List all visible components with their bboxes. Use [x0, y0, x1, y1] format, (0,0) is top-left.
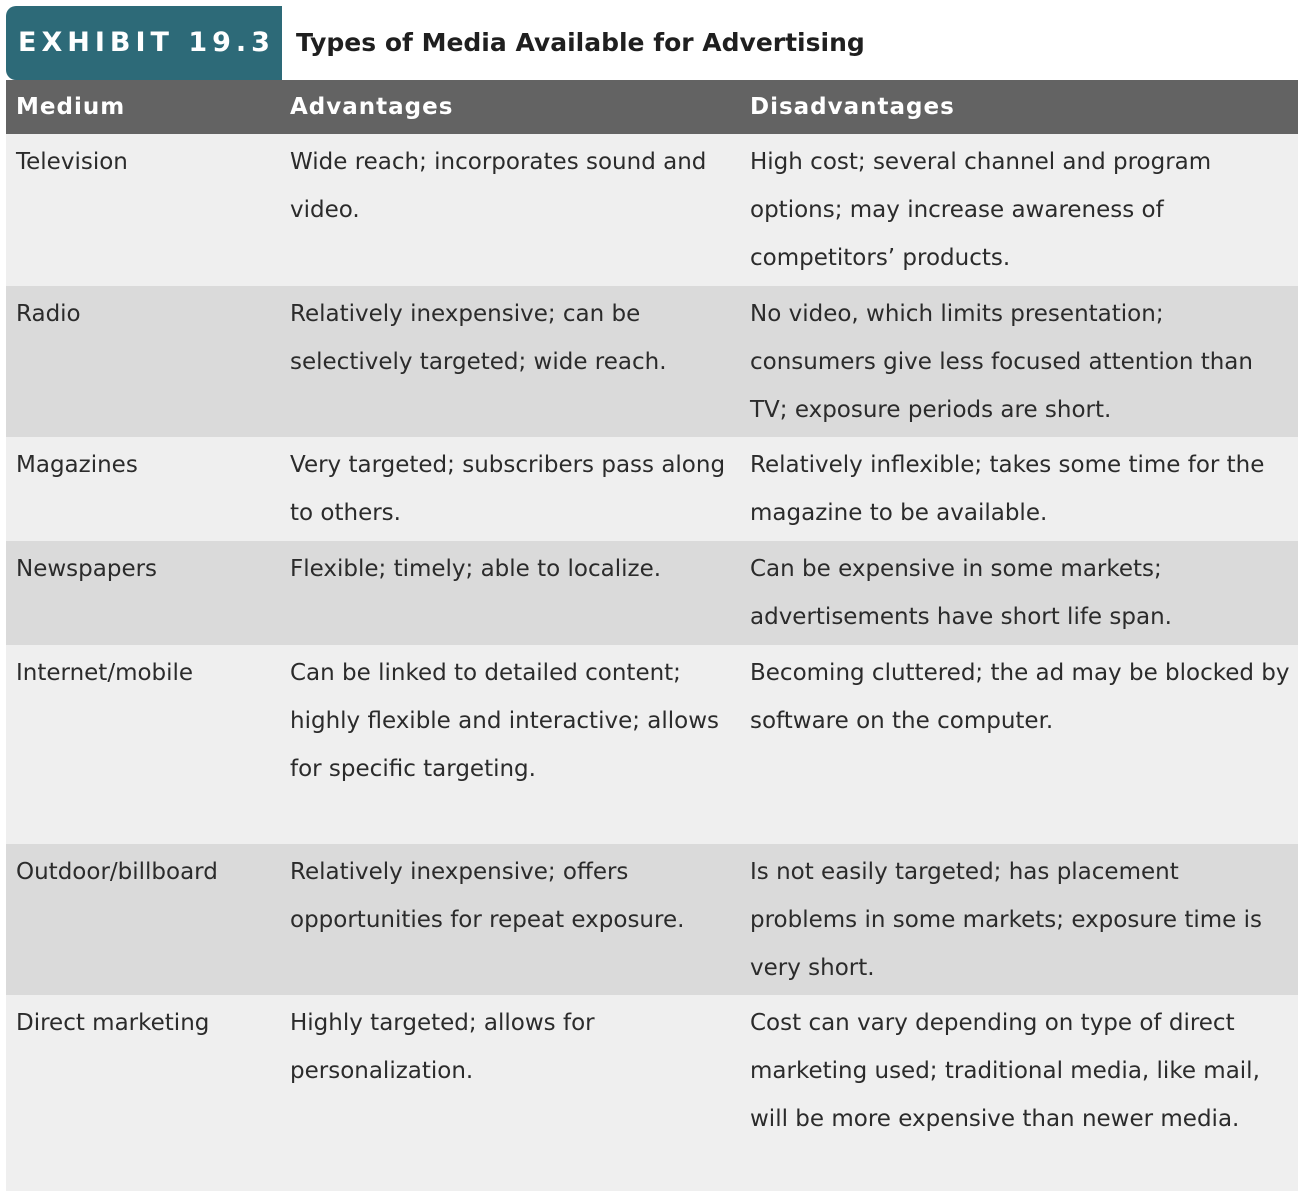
table-row — [6, 286, 1298, 437]
exhibit-title-bar — [6, 6, 1298, 80]
table-row — [6, 541, 1298, 645]
cell-advantages: Flexible; timely; able to localize. — [290, 556, 662, 582]
exhibit-title: Types of Media Available for Advertising — [296, 28, 865, 57]
cell-medium: Outdoor/billboard — [16, 859, 218, 885]
table-row — [6, 645, 1298, 844]
header-disadvantages: Disadvantages — [750, 94, 955, 120]
cell-disadvantages: Becoming cluttered; the ad may be blocked by software on the computer. — [750, 660, 1290, 734]
cell-medium: Television — [16, 149, 128, 175]
cell-advantages: Very targeted; subscribers pass along to others. — [290, 452, 726, 526]
cell-disadvantages: Relatively inflexible; takes some time for the magazine to be available. — [750, 452, 1265, 526]
table-row — [6, 437, 1298, 541]
cell-advantages: Can be linked to detailed content; highly flexible and interactive; allows for specific targeting. — [290, 660, 720, 782]
cell-disadvantages: Is not easily targeted; has placement problems in some markets; exposure time is very short. — [750, 859, 1262, 981]
exhibit-table — [6, 6, 1298, 1191]
cell-medium: Magazines — [16, 452, 138, 478]
exhibit-label: EXHIBIT 19.3 — [6, 6, 282, 80]
cell-disadvantages: No video, which limits presentation; consumers give less focused attention than TV; exposure periods are short. — [750, 301, 1253, 423]
table-header — [6, 80, 1298, 134]
cell-medium: Newspapers — [16, 556, 158, 582]
table-row — [6, 995, 1298, 1191]
cell-disadvantages: Cost can vary depending on type of direct marketing used; traditional media, like mail, will be more expensive than newer media. — [750, 1010, 1260, 1132]
cell-advantages: Relatively inexpensive; offers opportunities for repeat exposure. — [290, 859, 685, 933]
cell-disadvantages: High cost; several channel and program options; may increase awareness of competitors’ products. — [750, 149, 1212, 271]
table-row — [6, 844, 1298, 995]
cell-medium: Internet/mobile — [16, 660, 194, 686]
cell-medium: Radio — [16, 301, 81, 327]
cell-medium: Direct marketing — [16, 1010, 210, 1036]
cell-disadvantages: Can be expensive in some markets; advertisements have short life span. — [750, 556, 1172, 630]
cell-advantages: Relatively inexpensive; can be selectively targeted; wide reach. — [290, 301, 667, 375]
table-row — [6, 134, 1298, 286]
cell-advantages: Wide reach; incorporates sound and video. — [290, 149, 707, 223]
header-medium: Medium — [16, 94, 126, 120]
header-advantages: Advantages — [290, 94, 454, 120]
cell-advantages: Highly targeted; allows for personalization. — [290, 1010, 595, 1084]
